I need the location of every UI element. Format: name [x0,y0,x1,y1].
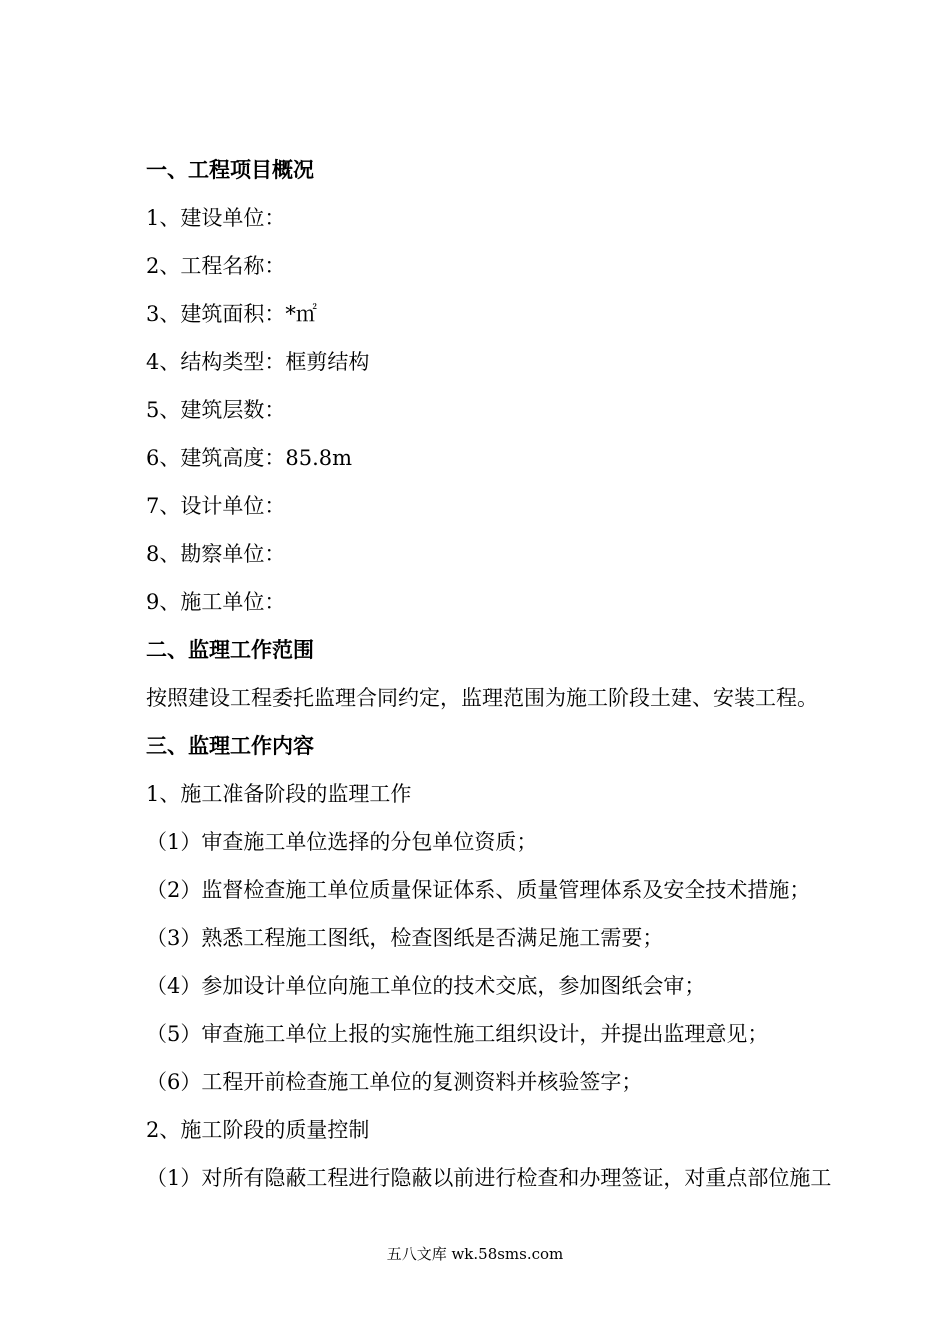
overview-item-height: 6、建筑高度：85.8m [146,446,353,470]
preparation-item: （3）熟悉工程施工图纸，检查图纸是否满足施工需要； [146,926,664,950]
preparation-item: （6）工程开前检查施工单位的复测资料并核验签字； [146,1070,643,1094]
quality-control-item: （1）对所有隐蔽工程进行隐蔽以前进行检查和办理签证，对重点部位施工 [146,1166,832,1190]
section-heading-content: 三、监理工作内容 [146,733,314,758]
preparation-item: （1）审查施工单位选择的分包单位资质； [146,830,538,854]
section-heading-overview: 一、工程项目概况 [146,157,314,182]
overview-item-designer: 7、设计单位： [146,494,286,518]
overview-item-surveyor: 8、勘察单位： [146,542,286,566]
subsection-heading-quality-control: 2、施工阶段的质量控制 [146,1118,370,1142]
subsection-heading-preparation: 1、施工准备阶段的监理工作 [146,782,412,806]
overview-item-structure: 4、结构类型：框剪结构 [146,350,370,374]
overview-item-owner: 1、建设单位： [146,206,286,230]
overview-item-area: 3、建筑面积：*㎡ [146,302,317,326]
preparation-item: （5）审查施工单位上报的实施性施工组织设计，并提出监理意见； [146,1022,769,1046]
scope-paragraph: 按照建设工程委托监理合同约定，监理范围为施工阶段土建、安装工程。 [146,686,818,710]
page-footer: 五八文库 wk.58sms.com [386,1245,564,1263]
preparation-item: （2）监督检查施工单位质量保证体系、质量管理体系及安全技术措施； [146,878,811,902]
preparation-item: （4）参加设计单位向施工单位的技术交底，参加图纸会审； [146,974,706,998]
overview-item-floors: 5、建筑层数： [146,398,286,422]
overview-item-contractor: 9、施工单位： [146,590,286,614]
section-heading-scope: 二、监理工作范围 [146,637,314,662]
overview-item-project-name: 2、工程名称： [146,254,286,278]
